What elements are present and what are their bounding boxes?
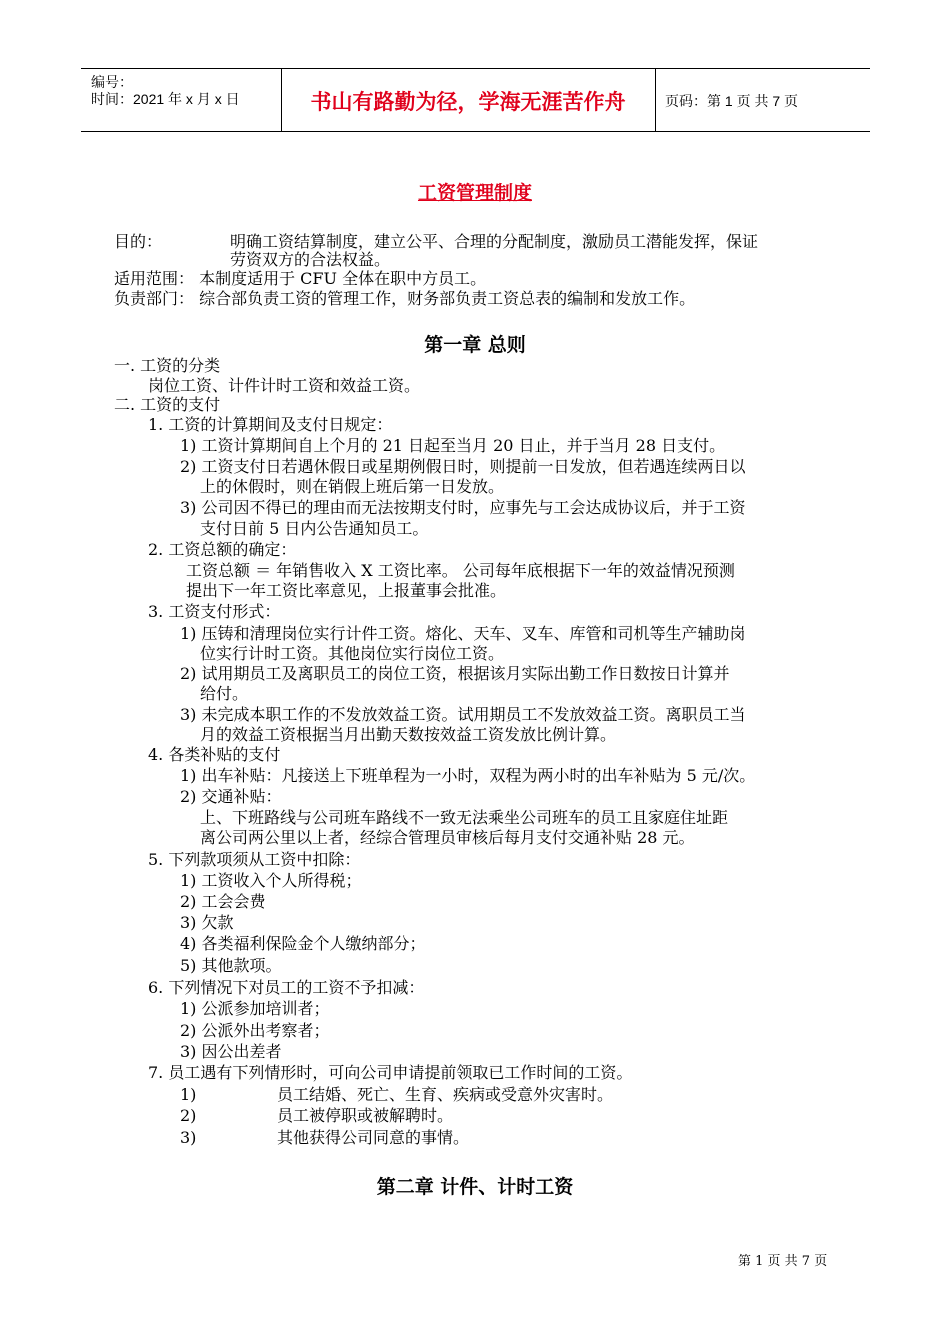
section2-heading: 二. 工资的支付 bbox=[114, 395, 221, 414]
item7-sub3-number: 3) bbox=[180, 1128, 197, 1147]
item3-sub3-line1: 3) 未完成本职工作的不发放效益工资。试用期员工不发放效益工资。离职员工当 bbox=[180, 705, 746, 724]
item3-sub3-line2: 月的效益工资根据当月出勤天数按效益工资发放比例计算。 bbox=[200, 725, 617, 744]
header-left-cell bbox=[81, 69, 282, 131]
item4-sub2: 2) 交通补贴： bbox=[180, 787, 282, 806]
item1-sub3-line2: 支付日前 5 日内公告通知员工。 bbox=[200, 519, 429, 538]
item5-sub5: 5) 其他款项。 bbox=[180, 956, 282, 975]
item7-sub3: 其他获得公司同意的事情。 bbox=[277, 1128, 470, 1147]
header-motto: 书山有路勤为径，学海无涯苦作舟 bbox=[310, 90, 626, 114]
chapter2-heading: 第二章 计件、计时工资 bbox=[376, 1176, 574, 1198]
header-right-cell bbox=[656, 69, 870, 131]
item3-sub1-line2: 位实行计时工资。其他岗位实行岗位工资。 bbox=[200, 644, 505, 663]
item6-sub1: 1) 公派参加培训者； bbox=[180, 999, 330, 1018]
item1-sub3-line1: 3) 公司因不得已的理由而无法按期支付时，应事先与工会达成协议后，并于工资 bbox=[180, 498, 746, 517]
item7-sub1: 员工结婚、死亡、生育、疾病或受意外灾害时。 bbox=[277, 1085, 614, 1104]
item3-sub1-line1: 1) 压铸和清理岗位实行计件工资。熔化、天车、叉车、库管和司机等生产辅助岗 bbox=[180, 624, 746, 643]
doc-time: 时间：2021 年 x 月 x 日 bbox=[91, 91, 240, 107]
chapter1-heading: 第一章 总则 bbox=[424, 334, 526, 356]
purpose-text-line1: 明确工资结算制度，建立公平、合理的分配制度，激励员工潜能发挥，保证 bbox=[230, 232, 759, 251]
item2-line1: 工资总额 ＝ 年销售收入 X 工资比率。 公司每年底根据下一年的效益情况预测 bbox=[186, 561, 735, 580]
item7-heading: 7. 员工遇有下列情形时，可向公司申请提前领取已工作时间的工资。 bbox=[148, 1063, 633, 1082]
section1-heading: 一. 工资的分类 bbox=[114, 356, 221, 375]
item3-heading: 3. 工资支付形式： bbox=[148, 602, 281, 621]
header-page-info: 页码：第 1 页 共 7 页 bbox=[665, 93, 799, 109]
header-center-cell bbox=[281, 69, 656, 131]
page-header bbox=[81, 68, 870, 132]
purpose-label: 目的： bbox=[114, 232, 163, 251]
item3-sub2-line1: 2) 试用期员工及离职员工的岗位工资，根据该月实际出勤工作日数按日计算并 bbox=[180, 664, 730, 683]
item4-sub1: 1) 出车补贴：凡接送上下班单程为一小时，双程为两小时的出车补贴为 5 元/次。 bbox=[180, 766, 756, 785]
section1-text: 岗位工资、计件计时工资和效益工资。 bbox=[148, 376, 421, 395]
item1-sub2-line1: 2) 工资支付日若遇休假日或星期例假日时，则提前一日发放，但若遇连续两日以 bbox=[180, 457, 746, 476]
item7-sub2: 员工被停职或被解聘时。 bbox=[277, 1106, 454, 1125]
item5-sub3: 3) 欠款 bbox=[180, 913, 234, 932]
document-title: 工资管理制度 bbox=[417, 182, 532, 204]
item1-heading: 1. 工资的计算期间及支付日规定： bbox=[148, 415, 393, 434]
item1-sub1: 1) 工资计算期间自上个月的 21 日起至当月 20 日止，并于当月 28 日支付。 bbox=[180, 436, 726, 455]
item4-sub2-line1: 上、下班路线与公司班车路线不一致无法乘坐公司班车的员工且家庭住址距 bbox=[200, 808, 729, 827]
item5-sub4: 4) 各类福利保险金个人缴纳部分； bbox=[180, 934, 426, 953]
item4-heading: 4. 各类补贴的支付 bbox=[148, 745, 281, 764]
item5-sub1: 1) 工资收入个人所得税； bbox=[180, 871, 362, 890]
item3-sub2-line2: 给付。 bbox=[200, 684, 249, 703]
scope-line: 适用范围： 本制度适用于 CFU 全体在职中方员工。 bbox=[114, 269, 487, 288]
purpose-text-line2: 劳资双方的合法权益。 bbox=[230, 250, 391, 269]
item5-heading: 5. 下列款项须从工资中扣除： bbox=[148, 850, 361, 869]
item2-heading: 2. 工资总额的确定： bbox=[148, 540, 297, 559]
item6-sub2: 2) 公派外出考察者； bbox=[180, 1021, 330, 1040]
dept-line: 负责部门： 综合部负责工资的管理工作，财务部负责工资总表的编制和发放工作。 bbox=[114, 289, 696, 308]
page-footer: 第 1 页 共 7 页 bbox=[738, 1254, 828, 1269]
item7-sub2-number: 2) bbox=[180, 1106, 197, 1125]
item7-sub1-number: 1) bbox=[180, 1085, 197, 1104]
item6-heading: 6. 下列情况下对员工的工资不予扣减： bbox=[148, 978, 425, 997]
item4-sub2-line2: 离公司两公里以上者，经综合管理员审核后每月支付交通补贴 28 元。 bbox=[200, 828, 695, 847]
item6-sub3: 3) 因公出差者 bbox=[180, 1042, 282, 1061]
item1-sub2-line2: 上的休假时，则在销假上班后第一日发放。 bbox=[200, 477, 505, 496]
item2-line2: 提出下一年工资比率意见，上报董事会批准。 bbox=[186, 581, 507, 600]
doc-number-label: 编号： bbox=[91, 74, 133, 90]
item5-sub2: 2) 工会会费 bbox=[180, 892, 266, 911]
